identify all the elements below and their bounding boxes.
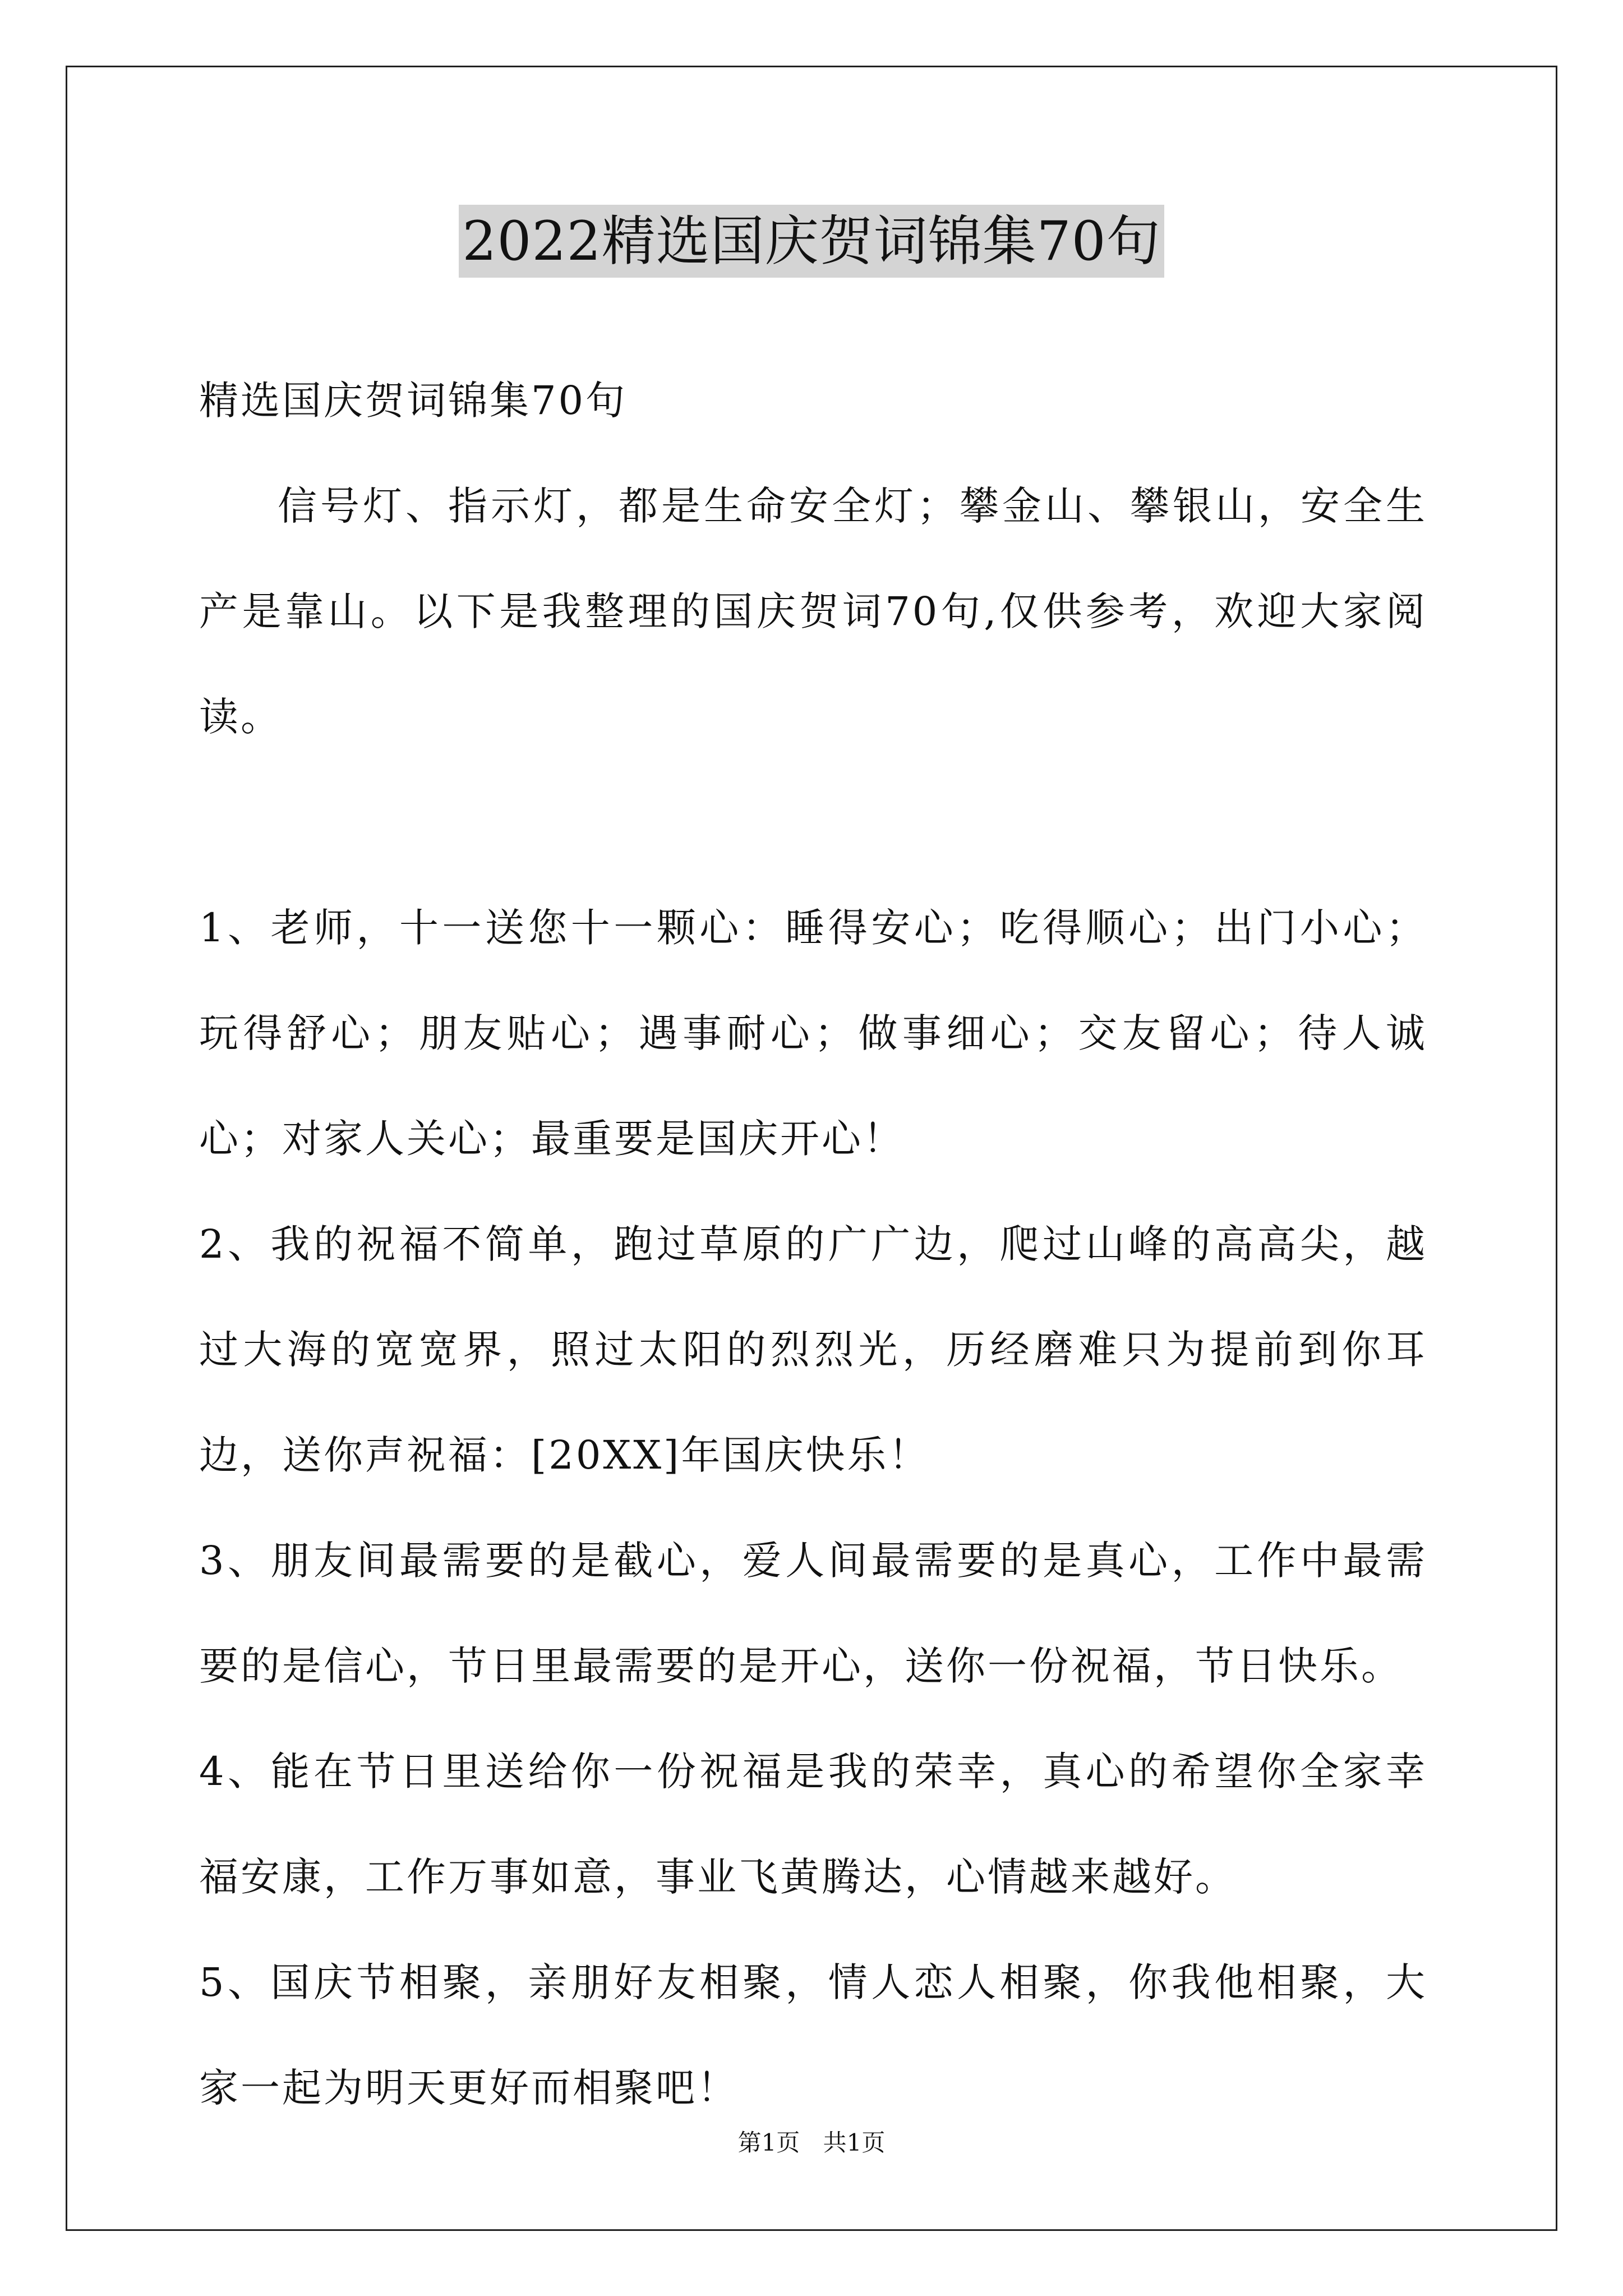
blank-line: [199, 770, 1427, 875]
greeting-item-1: 1、老师，十一送您十一颗心：睡得安心；吃得顺心；出门小心；玩得舒心；朋友贴心；遇事耐心；做事细心；交友留心；待人诚心；对家人关心；最重要是国庆开心！: [199, 905, 1427, 1162]
title-wrap: [0, 205, 1623, 278]
document-subtitle: 精选国庆贺词锦集70句: [199, 378, 628, 424]
document-body: [199, 348, 1427, 2141]
page-number: 第1页: [737, 2129, 800, 2156]
page-total: 共1页: [823, 2129, 886, 2156]
greeting-item-2: 2、我的祝福不简单，跑过草原的广广边，爬过山峰的高高尖，越过大海的宽宽界，照过太阳的烈烈光，历经磨难只为提前到你耳边，送你声祝福：[20XX]年国庆快乐！: [199, 1221, 1427, 1478]
page-footer: [0, 2126, 1623, 2160]
greeting-item-3: 3、朋友间最需要的是截心，爱人间最需要的是真心，工作中最需要的是信心，节日里最需要的是开心，送你一份祝福，节日快乐。: [199, 1538, 1427, 1689]
intro-paragraph: 信号灯、指示灯，都是生命安全灯；攀金山、攀银山，安全生产是靠山。以下是我整理的国庆贺词70句,仅供参考，欢迎大家阅读。: [199, 483, 1427, 740]
document-title: 2022精选国庆贺词锦集70句: [459, 205, 1164, 278]
greeting-item-5: 5、国庆节相聚，亲朋好友相聚，情人恋人相聚，你我他相聚，大家一起为明天更好而相聚吧！: [199, 1959, 1427, 2111]
greeting-item-4: 4、能在节日里送给你一份祝福是我的荣幸，真心的希望你全家幸福安康，工作万事如意，事业飞黄腾达，心情越来越好。: [199, 1749, 1427, 1900]
